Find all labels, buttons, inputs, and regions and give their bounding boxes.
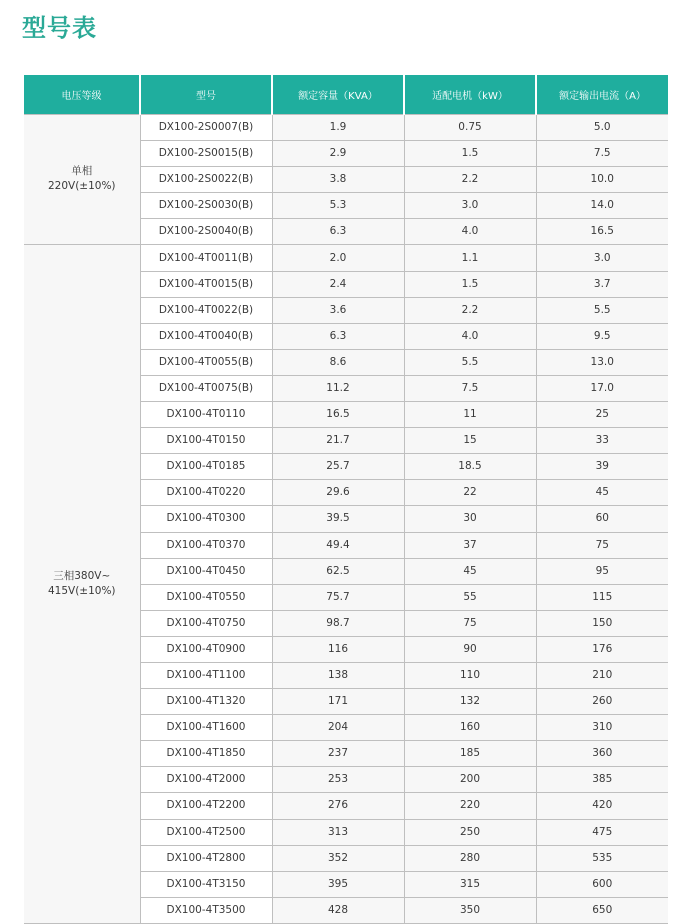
capacity-cell: 62.5	[272, 558, 404, 584]
header-current: 额定输出电流（A）	[536, 75, 668, 115]
current-cell: 17.0	[536, 375, 668, 401]
capacity-cell: 5.3	[272, 193, 404, 219]
header-model: 型号	[140, 75, 272, 115]
current-cell: 16.5	[536, 219, 668, 245]
motor-cell: 2.2	[404, 167, 536, 193]
motor-cell: 5.5	[404, 349, 536, 375]
capacity-cell: 253	[272, 767, 404, 793]
capacity-cell: 204	[272, 715, 404, 741]
voltage-group-cell	[24, 245, 140, 923]
motor-cell: 18.5	[404, 454, 536, 480]
table-row	[24, 245, 668, 271]
model-cell: DX100-4T3150	[140, 871, 272, 897]
capacity-cell: 49.4	[272, 532, 404, 558]
current-cell: 5.0	[536, 115, 668, 141]
voltage-line: 单相	[71, 165, 93, 178]
motor-cell: 250	[404, 819, 536, 845]
capacity-cell: 6.3	[272, 323, 404, 349]
model-cell: DX100-4T1600	[140, 715, 272, 741]
model-cell: DX100-4T2800	[140, 845, 272, 871]
current-cell: 75	[536, 532, 668, 558]
motor-cell: 132	[404, 689, 536, 715]
current-cell: 210	[536, 662, 668, 688]
motor-cell: 220	[404, 793, 536, 819]
motor-cell: 160	[404, 715, 536, 741]
motor-cell: 200	[404, 767, 536, 793]
voltage-line: 三相380V~	[53, 569, 111, 582]
motor-cell: 90	[404, 636, 536, 662]
motor-cell: 1.5	[404, 271, 536, 297]
current-cell: 176	[536, 636, 668, 662]
motor-cell: 315	[404, 871, 536, 897]
current-cell: 33	[536, 428, 668, 454]
capacity-cell: 16.5	[272, 402, 404, 428]
capacity-cell: 2.4	[272, 271, 404, 297]
motor-cell: 55	[404, 584, 536, 610]
header-motor: 适配电机（kW）	[404, 75, 536, 115]
motor-cell: 45	[404, 558, 536, 584]
current-cell: 5.5	[536, 297, 668, 323]
current-cell: 14.0	[536, 193, 668, 219]
header-voltage: 电压等级	[24, 75, 140, 115]
capacity-cell: 39.5	[272, 506, 404, 532]
table-body	[24, 115, 668, 924]
model-cell: DX100-2S0007(B)	[140, 115, 272, 141]
current-cell: 3.0	[536, 245, 668, 271]
model-cell: DX100-4T0055(B)	[140, 349, 272, 375]
capacity-cell: 11.2	[272, 375, 404, 401]
capacity-cell: 21.7	[272, 428, 404, 454]
capacity-cell: 116	[272, 636, 404, 662]
current-cell: 45	[536, 480, 668, 506]
capacity-cell: 428	[272, 897, 404, 923]
model-cell: DX100-4T0040(B)	[140, 323, 272, 349]
model-cell: DX100-4T1320	[140, 689, 272, 715]
motor-cell: 15	[404, 428, 536, 454]
capacity-cell: 2.9	[272, 141, 404, 167]
motor-cell: 1.1	[404, 245, 536, 271]
model-cell: DX100-4T0022(B)	[140, 297, 272, 323]
model-cell: DX100-4T0150	[140, 428, 272, 454]
model-cell: DX100-4T2200	[140, 793, 272, 819]
model-cell: DX100-4T1850	[140, 741, 272, 767]
current-cell: 310	[536, 715, 668, 741]
capacity-cell: 3.8	[272, 167, 404, 193]
model-cell: DX100-4T0220	[140, 480, 272, 506]
current-cell: 535	[536, 845, 668, 871]
current-cell: 13.0	[536, 349, 668, 375]
model-cell: DX100-2S0040(B)	[140, 219, 272, 245]
model-cell: DX100-4T2500	[140, 819, 272, 845]
capacity-cell: 98.7	[272, 610, 404, 636]
capacity-cell: 352	[272, 845, 404, 871]
motor-cell: 350	[404, 897, 536, 923]
model-cell: DX100-4T0900	[140, 636, 272, 662]
model-cell: DX100-4T3500	[140, 897, 272, 923]
current-cell: 385	[536, 767, 668, 793]
capacity-cell: 138	[272, 662, 404, 688]
current-cell: 115	[536, 584, 668, 610]
motor-cell: 11	[404, 402, 536, 428]
header-capacity: 额定容量（KVA）	[272, 75, 404, 115]
current-cell: 95	[536, 558, 668, 584]
model-cell: DX100-4T0300	[140, 506, 272, 532]
motor-cell: 110	[404, 662, 536, 688]
current-cell: 39	[536, 454, 668, 480]
capacity-cell: 171	[272, 689, 404, 715]
model-cell: DX100-2S0022(B)	[140, 167, 272, 193]
table-header-row	[24, 75, 668, 115]
motor-cell: 1.5	[404, 141, 536, 167]
model-cell: DX100-2S0030(B)	[140, 193, 272, 219]
motor-cell: 7.5	[404, 375, 536, 401]
motor-cell: 185	[404, 741, 536, 767]
capacity-cell: 29.6	[272, 480, 404, 506]
model-cell: DX100-4T1100	[140, 662, 272, 688]
voltage-line: 220V(±10%)	[47, 180, 116, 193]
motor-cell: 2.2	[404, 297, 536, 323]
current-cell: 9.5	[536, 323, 668, 349]
capacity-cell: 75.7	[272, 584, 404, 610]
capacity-cell: 6.3	[272, 219, 404, 245]
motor-cell: 4.0	[404, 323, 536, 349]
model-cell: DX100-4T0750	[140, 610, 272, 636]
current-cell: 475	[536, 819, 668, 845]
motor-cell: 280	[404, 845, 536, 871]
model-cell: DX100-4T0075(B)	[140, 375, 272, 401]
motor-cell: 0.75	[404, 115, 536, 141]
page-title: 型号表	[22, 14, 97, 42]
capacity-cell: 395	[272, 871, 404, 897]
capacity-cell: 276	[272, 793, 404, 819]
model-cell: DX100-4T0015(B)	[140, 271, 272, 297]
motor-cell: 3.0	[404, 193, 536, 219]
model-table	[24, 75, 668, 924]
current-cell: 10.0	[536, 167, 668, 193]
model-cell: DX100-4T0011(B)	[140, 245, 272, 271]
capacity-cell: 1.9	[272, 115, 404, 141]
model-cell: DX100-4T0370	[140, 532, 272, 558]
current-cell: 420	[536, 793, 668, 819]
current-cell: 3.7	[536, 271, 668, 297]
capacity-cell: 8.6	[272, 349, 404, 375]
voltage-line: 415V(±10%)	[47, 584, 116, 597]
current-cell: 60	[536, 506, 668, 532]
model-cell: DX100-2S0015(B)	[140, 141, 272, 167]
model-cell: DX100-4T0550	[140, 584, 272, 610]
motor-cell: 30	[404, 506, 536, 532]
current-cell: 150	[536, 610, 668, 636]
capacity-cell: 3.6	[272, 297, 404, 323]
capacity-cell: 2.0	[272, 245, 404, 271]
model-cell: DX100-4T0185	[140, 454, 272, 480]
model-cell: DX100-4T2000	[140, 767, 272, 793]
current-cell: 600	[536, 871, 668, 897]
model-cell: DX100-4T0450	[140, 558, 272, 584]
current-cell: 650	[536, 897, 668, 923]
current-cell: 360	[536, 741, 668, 767]
capacity-cell: 25.7	[272, 454, 404, 480]
motor-cell: 4.0	[404, 219, 536, 245]
voltage-group-cell	[24, 115, 140, 245]
current-cell: 7.5	[536, 141, 668, 167]
capacity-cell: 313	[272, 819, 404, 845]
current-cell: 25	[536, 402, 668, 428]
table-row	[24, 115, 668, 141]
capacity-cell: 237	[272, 741, 404, 767]
current-cell: 260	[536, 689, 668, 715]
motor-cell: 37	[404, 532, 536, 558]
motor-cell: 22	[404, 480, 536, 506]
motor-cell: 75	[404, 610, 536, 636]
model-cell: DX100-4T0110	[140, 402, 272, 428]
